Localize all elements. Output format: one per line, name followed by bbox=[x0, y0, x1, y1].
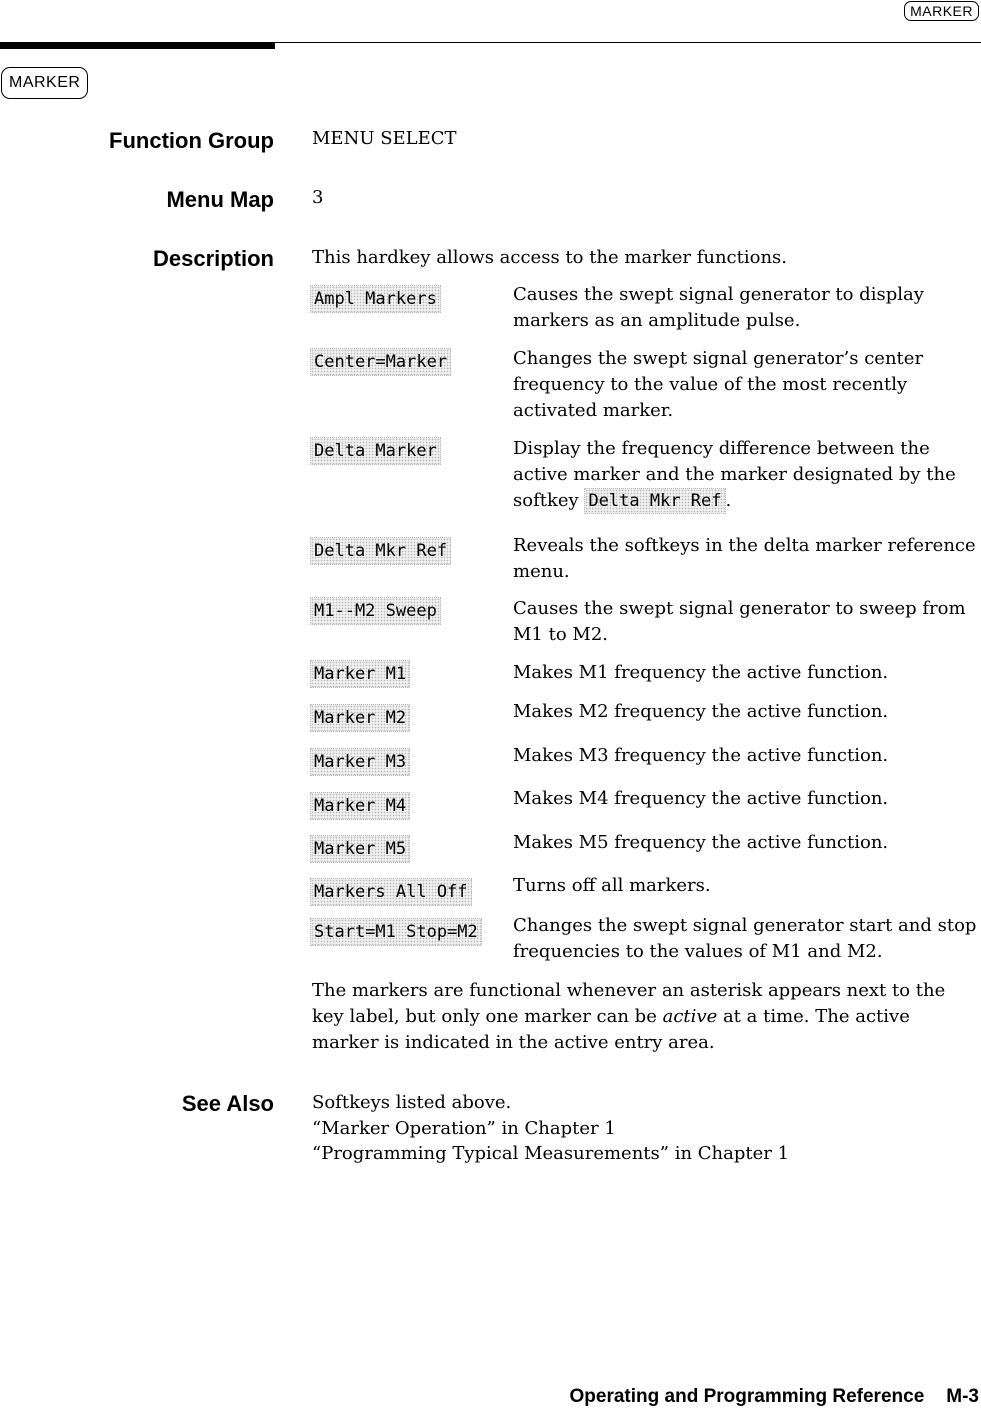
softkey-desc-center-marker: Changes the swept signal generator’s center frequency to the value of the most recently activated marker. bbox=[513, 348, 924, 421]
softkey-desc-marker-m1: Makes M1 frequency the active function. bbox=[513, 662, 889, 683]
softkey-start-m1-stop-m2: Start=M1 Stop=M2 bbox=[310, 918, 482, 946]
softkey-marker-m4: Marker M4 bbox=[310, 792, 410, 820]
softkey-desc-m1-m2-sweep: Causes the swept signal generator to sweep from M1 to M2. bbox=[513, 598, 966, 645]
softkey-marker-m1: Marker M1 bbox=[310, 660, 410, 688]
description-intro: This hardkey allows access to the marker functions. bbox=[312, 247, 787, 268]
closing-text-before: The markers are functional whenever an asterisk appears next to the key label, but only one marker can be bbox=[312, 980, 946, 1027]
softkey-desc-marker-m3: Makes M3 frequency the active function. bbox=[513, 745, 889, 766]
softkey-desc-markers-all-off: Turns off all markers. bbox=[513, 875, 711, 896]
header-rule-thick bbox=[0, 42, 275, 49]
delta-marker-desc-text: Display the frequency difference between the active marker and the marker designated by the softkey bbox=[513, 438, 956, 511]
softkey-marker-m2: Marker M2 bbox=[310, 704, 410, 732]
softkey-m1-m2-sweep: M1--M2 Sweep bbox=[310, 597, 441, 625]
marker-hardkey-title: MARKER bbox=[1, 67, 88, 99]
delta-marker-desc-end: . bbox=[725, 490, 732, 511]
softkey-delta-marker: Delta Marker bbox=[310, 437, 441, 465]
softkey-desc-ampl-markers: Causes the swept signal generator to display markers as an amplitude pulse. bbox=[513, 284, 924, 331]
menu-map-label: Menu Map bbox=[166, 187, 274, 212]
softkey-marker-m3: Marker M3 bbox=[310, 748, 410, 776]
footer-title: Operating and Programming Reference bbox=[569, 1386, 925, 1407]
softkey-desc-marker-m4: Makes M4 frequency the active function. bbox=[513, 788, 889, 809]
softkey-delta-mkr-ref: Delta Mkr Ref bbox=[310, 537, 451, 565]
softkey-desc-start-m1-stop-m2: Changes the swept signal generator start and stop frequencies to the values of M1 and M2. bbox=[513, 915, 977, 962]
softkey-desc-marker-m5: Makes M5 frequency the active function. bbox=[513, 832, 889, 853]
description-closing bbox=[312, 978, 977, 1056]
softkey-desc-delta-mkr-ref: Reveals the softkeys in the delta marker reference menu. bbox=[513, 535, 976, 582]
softkey-desc-delta-marker bbox=[513, 436, 979, 514]
softkey-markers-all-off: Markers All Off bbox=[310, 878, 472, 906]
softkey-marker-m5: Marker M5 bbox=[310, 835, 410, 863]
see-also-line-2: “Marker Operation” in Chapter 1 bbox=[312, 1118, 616, 1139]
function-group-value: MENU SELECT bbox=[312, 128, 457, 149]
menu-map-value: 3 bbox=[312, 187, 324, 208]
softkey-center-marker: Center=Marker bbox=[310, 348, 451, 376]
softkey-inline-delta-mkr-ref: Delta Mkr Ref bbox=[584, 488, 725, 514]
page-footer bbox=[570, 1386, 979, 1408]
see-also-line-3: “Programming Typical Measurements” in Chapter 1 bbox=[312, 1143, 790, 1164]
closing-text-after: at a time. The active marker is indicated in the active entry area. bbox=[312, 1006, 910, 1053]
marker-hardkey-header: MARKER bbox=[904, 1, 979, 21]
softkey-desc-marker-m2: Makes M2 frequency the active function. bbox=[513, 701, 889, 722]
page-number: M-3 bbox=[946, 1386, 979, 1407]
description-label: Description bbox=[152, 246, 274, 271]
see-also-label: See Also bbox=[181, 1091, 274, 1116]
closing-emphasis: active bbox=[662, 1006, 718, 1027]
function-group-label: Function Group bbox=[109, 128, 274, 153]
softkey-ampl-markers: Ampl Markers bbox=[310, 285, 441, 313]
see-also-line-1: Softkeys listed above. bbox=[312, 1092, 512, 1113]
